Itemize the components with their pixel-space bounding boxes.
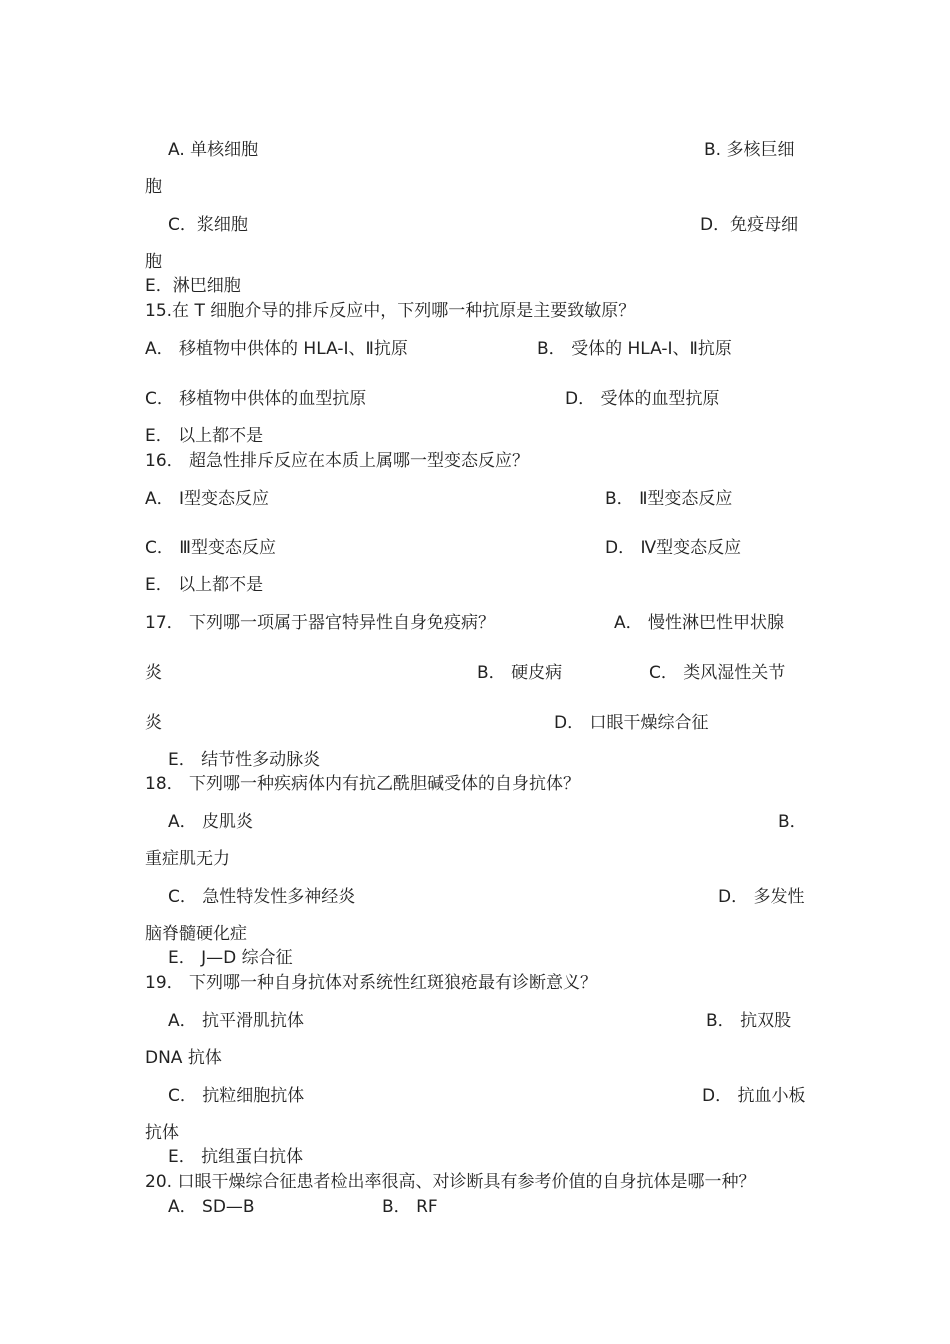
q17-option-c-wrap: 炎 (145, 713, 162, 733)
q15-option-c: C． 移植物中供体的血型抗原 (145, 389, 367, 409)
q19-option-a: A． 抗平滑肌抗体 (168, 1011, 305, 1031)
q19-option-b-wrap: DNA 抗体 (145, 1048, 222, 1068)
q20-option-b: B． RF (382, 1197, 438, 1217)
question-18: 18． 下列哪一种疾病体内有抗乙酰胆碱受体的自身抗体？ (145, 774, 581, 794)
option-a: A. 单核细胞 (168, 140, 259, 160)
q15-option-a: A． 移植物中供体的 HLA-Ⅰ、Ⅱ抗原 (145, 339, 408, 359)
q19-option-d-wrap: 抗体 (145, 1123, 179, 1143)
q17-option-d: D． 口眼干燥综合征 (554, 713, 709, 733)
option-d: D．免疫母细 (700, 215, 799, 235)
q19-option-d: D． 抗血小板 (702, 1086, 806, 1106)
q18-option-b: B． (778, 812, 807, 832)
q18-option-c: C． 急性特发性多神经炎 (168, 887, 356, 907)
question-19: 19． 下列哪一种自身抗体对系统性红斑狼疮最有诊断意义？ (145, 973, 598, 993)
question-15: 15.在 T 细胞介导的排斥反应中，下列哪一种抗原是主要致敏原？ (145, 301, 636, 321)
question-16: 16． 超急性排斥反应在本质上属哪一型变态反应？ (145, 451, 530, 471)
q19-option-c: C． 抗粒细胞抗体 (168, 1086, 305, 1106)
q16-option-d: D． Ⅳ型变态反应 (605, 538, 742, 558)
q18-option-d: D． 多发性 (718, 887, 805, 907)
option-e: E．淋巴细胞 (145, 276, 241, 296)
option-b-wrap: 胞 (145, 177, 162, 197)
q19-option-e: E． 抗组蛋白抗体 (168, 1147, 304, 1167)
question-17: 17． 下列哪一项属于器官特异性自身免疫病？ (145, 613, 496, 633)
question-20: 20. 口眼干燥综合征患者检出率很高、对诊断具有参考价值的自身抗体是哪一种？ (145, 1172, 756, 1192)
q15-option-d: D． 受体的血型抗原 (565, 389, 720, 409)
q16-option-b: B． Ⅱ型变态反应 (605, 489, 733, 509)
q18-option-d-wrap: 脑脊髓硬化症 (145, 924, 247, 944)
q18-option-a: A． 皮肌炎 (168, 812, 254, 832)
q17-option-c: C． 类风湿性关节 (649, 663, 786, 683)
q15-option-b: B． 受体的 HLA-Ⅰ、Ⅱ抗原 (537, 339, 732, 359)
q17-option-a-wrap: 炎 (145, 663, 162, 683)
q16-option-e: E． 以上都不是 (145, 575, 264, 595)
option-d-wrap: 胞 (145, 252, 162, 272)
option-b: B. 多核巨细 (704, 140, 795, 160)
q16-option-a: A． Ⅰ型变态反应 (145, 489, 270, 509)
q18-option-b-wrap: 重症肌无力 (145, 849, 230, 869)
option-c: C．浆细胞 (168, 215, 248, 235)
q17-option-e: E． 结节性多动脉炎 (168, 750, 321, 770)
q16-option-c: C． Ⅲ型变态反应 (145, 538, 276, 558)
q17-option-b: B． 硬皮病 (477, 663, 563, 683)
q20-option-a: A． SD—B (168, 1197, 255, 1217)
q15-option-e: E． 以上都不是 (145, 426, 264, 446)
q17-option-a: A． 慢性淋巴性甲状腺 (614, 613, 785, 633)
q19-option-b: B． 抗双股 (706, 1011, 792, 1031)
q18-option-e: E． J—D 综合征 (168, 948, 293, 968)
